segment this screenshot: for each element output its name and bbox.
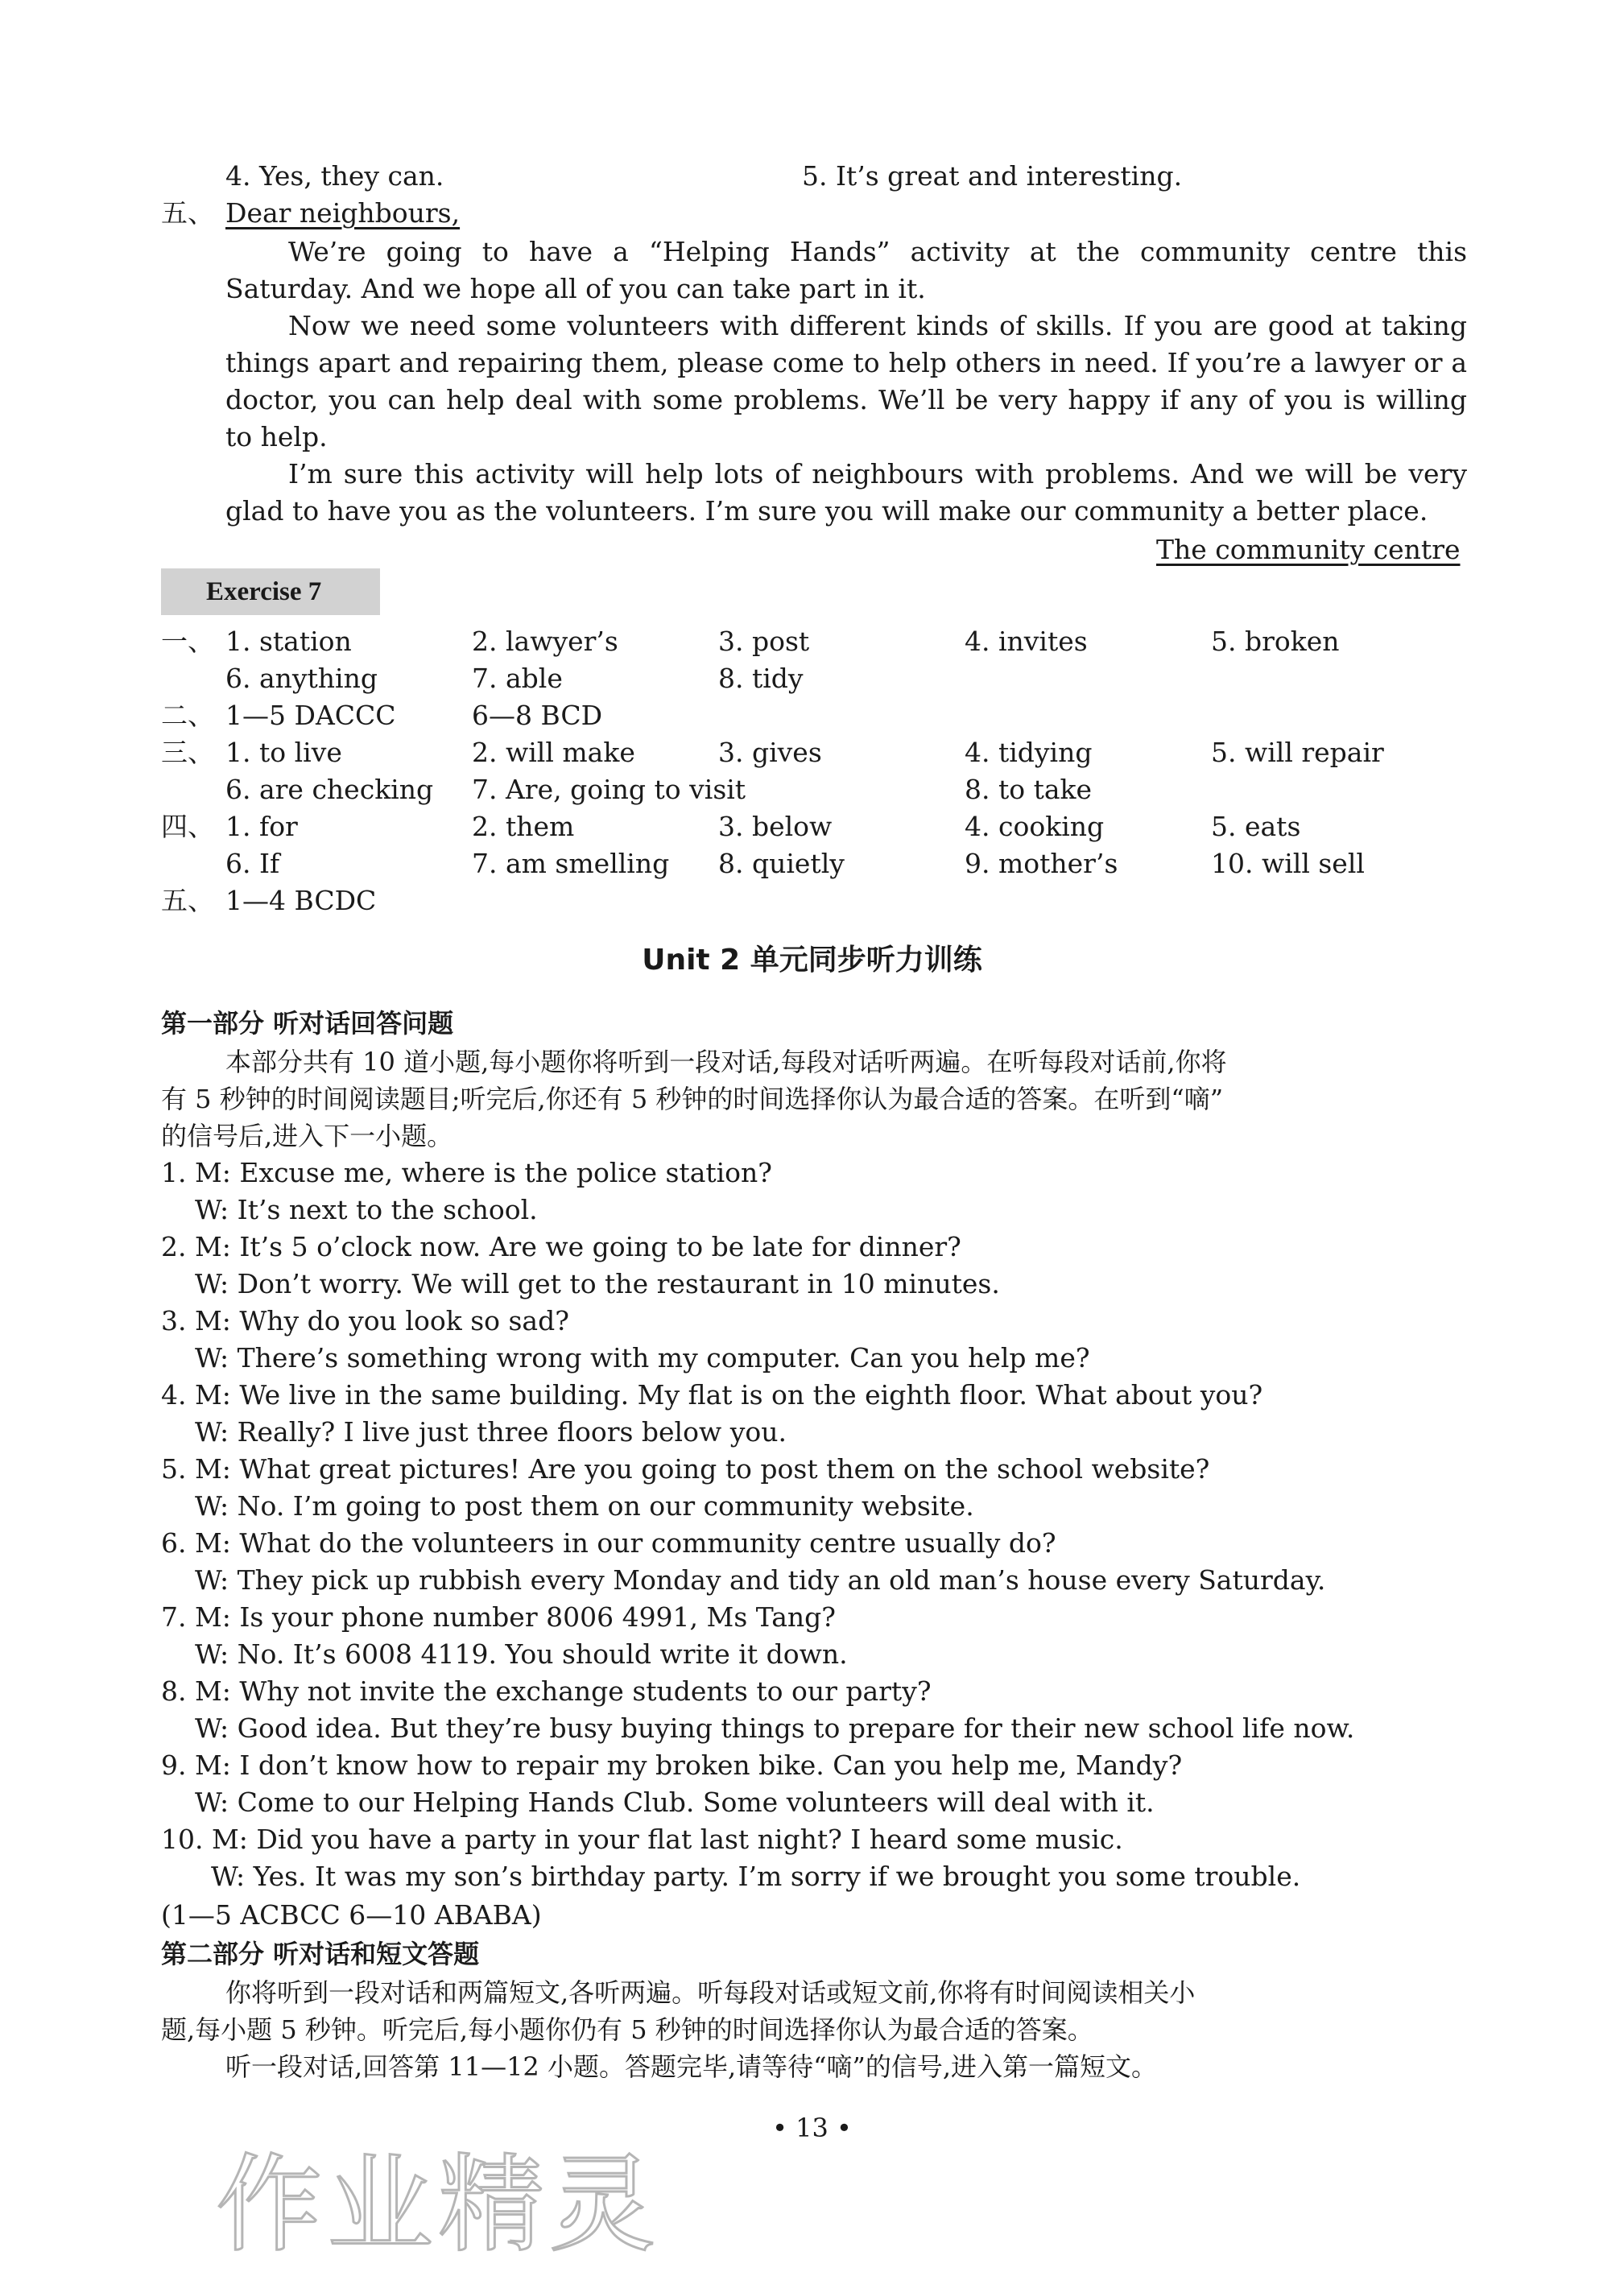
answer-item: 4. invites (965, 626, 1088, 657)
instruction-line: 的信号后,进入下一小题。 (161, 1121, 453, 1151)
answer-item: 8. quietly (718, 848, 845, 879)
answer-item: 3. below (718, 811, 833, 842)
answer-item: 7. Are, going to visit (472, 774, 746, 805)
dialogue-line: 1. M: Excuse me, where is the police station? (161, 1157, 772, 1188)
unit-title: Unit 2 单元同步听力训练 (642, 944, 982, 977)
answer-item: 1—5 DACCC (225, 700, 396, 731)
answer-item: 4. tidying (965, 737, 1093, 768)
answer-item: 1. for (225, 811, 298, 842)
dialogue-line: 7. M: Is your phone number 8006 4991, Ms Tang? (161, 1601, 836, 1633)
dialogue-line: 5. M: What great pictures! Are you going to post them on the school website? (161, 1453, 1210, 1485)
instruction-line: 有 5 秒钟的时间阅读题目;听完后,你还有 5 秒钟的时间选择你认为最合适的答案。在听到“嘀” (161, 1084, 1224, 1114)
answer-item: 6—8 BCD (472, 700, 603, 731)
dialogue-line: W: It’s next to the school. (195, 1194, 538, 1225)
page-number: • 13 • (772, 2113, 852, 2143)
answer-item: 1. station (225, 626, 352, 657)
dialogue-line: W: There’s something wrong with my computer. Can you help me? (195, 1342, 1090, 1374)
letter-line: to help. (225, 421, 328, 452)
watermark: 作业精灵 (216, 2143, 660, 2267)
dialogue-line: W: Come to our Helping Hands Club. Some volunteers will deal with it. (195, 1787, 1155, 1818)
answer-item: 3. gives (718, 737, 822, 768)
dialogue-line: W: Good idea. But they’re busy buying things to prepare for their new school life now. (195, 1712, 1355, 1744)
answer-item: 7. able (472, 663, 563, 694)
answer-line: 4. Yes, they can. (225, 160, 444, 192)
letter-line: doctor, you can help deal with some problems. We’ll be very happy if any of you is willing (225, 384, 1467, 415)
letter-salutation: Dear neighbours, (225, 197, 461, 229)
answer-item: 3. post (718, 626, 810, 657)
dialogue-line: W: Don’t worry. We will get to the restaurant in 10 minutes. (195, 1268, 1000, 1299)
instruction-line: 题,每小题 5 秒钟。听完后,每小题你仍有 5 秒钟的时间选择你认为最合适的答案。 (161, 2014, 1093, 2045)
letter-signature: The community centre (1156, 534, 1461, 565)
instruction-line: 听一段对话,回答第 11—12 小题。答题完毕,请等待“嘀”的信号,进入第一篇短文。 (225, 2051, 1158, 2082)
answer-item: 2. lawyer’s (472, 626, 618, 657)
answer-item: 6. anything (225, 663, 378, 694)
letter-line: Saturday. And we hope all of you can take part in it. (225, 273, 926, 304)
section-marker: 三、 (161, 737, 214, 768)
answer-item: 8. to take (965, 774, 1093, 805)
instruction-line: 你将听到一段对话和两篇短文,各听两遍。听每段对话或短文前,你将有时间阅读相关小 (225, 1977, 1196, 2008)
dialogue-line: 8. M: Why not invite the exchange students to our party? (161, 1675, 932, 1707)
answer-line: 5. It’s great and interesting. (802, 160, 1183, 192)
answer-item: 2. will make (472, 737, 635, 768)
answer-item: 9. mother’s (965, 848, 1118, 879)
answer-item: 1—4 BCDC (225, 885, 377, 916)
dialogue-line: 2. M: It’s 5 o’clock now. Are we going to be late for dinner? (161, 1231, 961, 1262)
answer-item: 5. eats (1211, 811, 1301, 842)
section-marker: 二、 (161, 700, 214, 731)
section-marker: 五、 (161, 197, 214, 229)
part-heading: 第二部分 听对话和短文答题 (161, 1939, 480, 1969)
answer-item: 8. tidy (718, 663, 804, 694)
answer-item: 7. am smelling (472, 848, 670, 879)
letter-line: Now we need some volunteers with different kinds of skills. If you are good at taking (288, 310, 1467, 341)
section-marker: 四、 (161, 811, 214, 842)
answer-item: 5. will repair (1211, 737, 1384, 768)
dialogue-line: 4. M: We live in the same building. My flat is on the eighth floor. What about you? (161, 1379, 1263, 1411)
instruction-line: 本部分共有 10 道小题,每小题你将听到一段对话,每段对话听两遍。在听每段对话前,你将 (225, 1047, 1227, 1077)
letter-line: glad to have you as the volunteers. I’m sure you will make our community a better place. (225, 495, 1428, 527)
dialogue-line: W: No. It’s 6008 4119. You should write it down. (195, 1638, 848, 1670)
letter-line: things apart and repairing them, please come to help others in need. If you’re a lawyer or a (225, 347, 1467, 378)
answer-item: 10. will sell (1211, 848, 1365, 879)
answer-item: 2. them (472, 811, 575, 842)
dialogue-line: W: They pick up rubbish every Monday and tidy an old man’s house every Saturday. (195, 1564, 1326, 1596)
answer-item: 1. to live (225, 737, 342, 768)
dialogue-line: 9. M: I don’t know how to repair my broken bike. Can you help me, Mandy? (161, 1749, 1183, 1781)
part-heading: 第一部分 听对话回答问题 (161, 1008, 454, 1039)
answer-item: 6. are checking (225, 774, 434, 805)
section-marker: 一、 (161, 626, 214, 657)
dialogue-line: W: Really? I live just three floors below you. (195, 1416, 787, 1448)
dialogue-line: W: Yes. It was my son’s birthday party. I’m sorry if we brought you some trouble. (211, 1861, 1301, 1892)
answer-item: 6. If (225, 848, 280, 879)
letter-line: I’m sure this activity will help lots of neighbours with problems. And we will be very (288, 458, 1467, 490)
exercise-label: Exercise 7 (161, 568, 380, 615)
section-marker: 五、 (161, 885, 214, 916)
answer-item: 5. broken (1211, 626, 1340, 657)
dialogue-line: 6. M: What do the volunteers in our community centre usually do? (161, 1527, 1056, 1559)
dialogue-line: W: No. I’m going to post them on our community website. (195, 1490, 974, 1522)
letter-line: We’re going to have a “Helping Hands” activity at the community centre this (288, 236, 1467, 267)
dialogue-line: 10. M: Did you have a party in your flat last night? I heard some music. (161, 1824, 1123, 1855)
answer-key: (1—5 ACBCC 6—10 ABABA) (161, 1899, 542, 1931)
dialogue-line: 3. M: Why do you look so sad? (161, 1305, 569, 1336)
answer-item: 4. cooking (965, 811, 1105, 842)
